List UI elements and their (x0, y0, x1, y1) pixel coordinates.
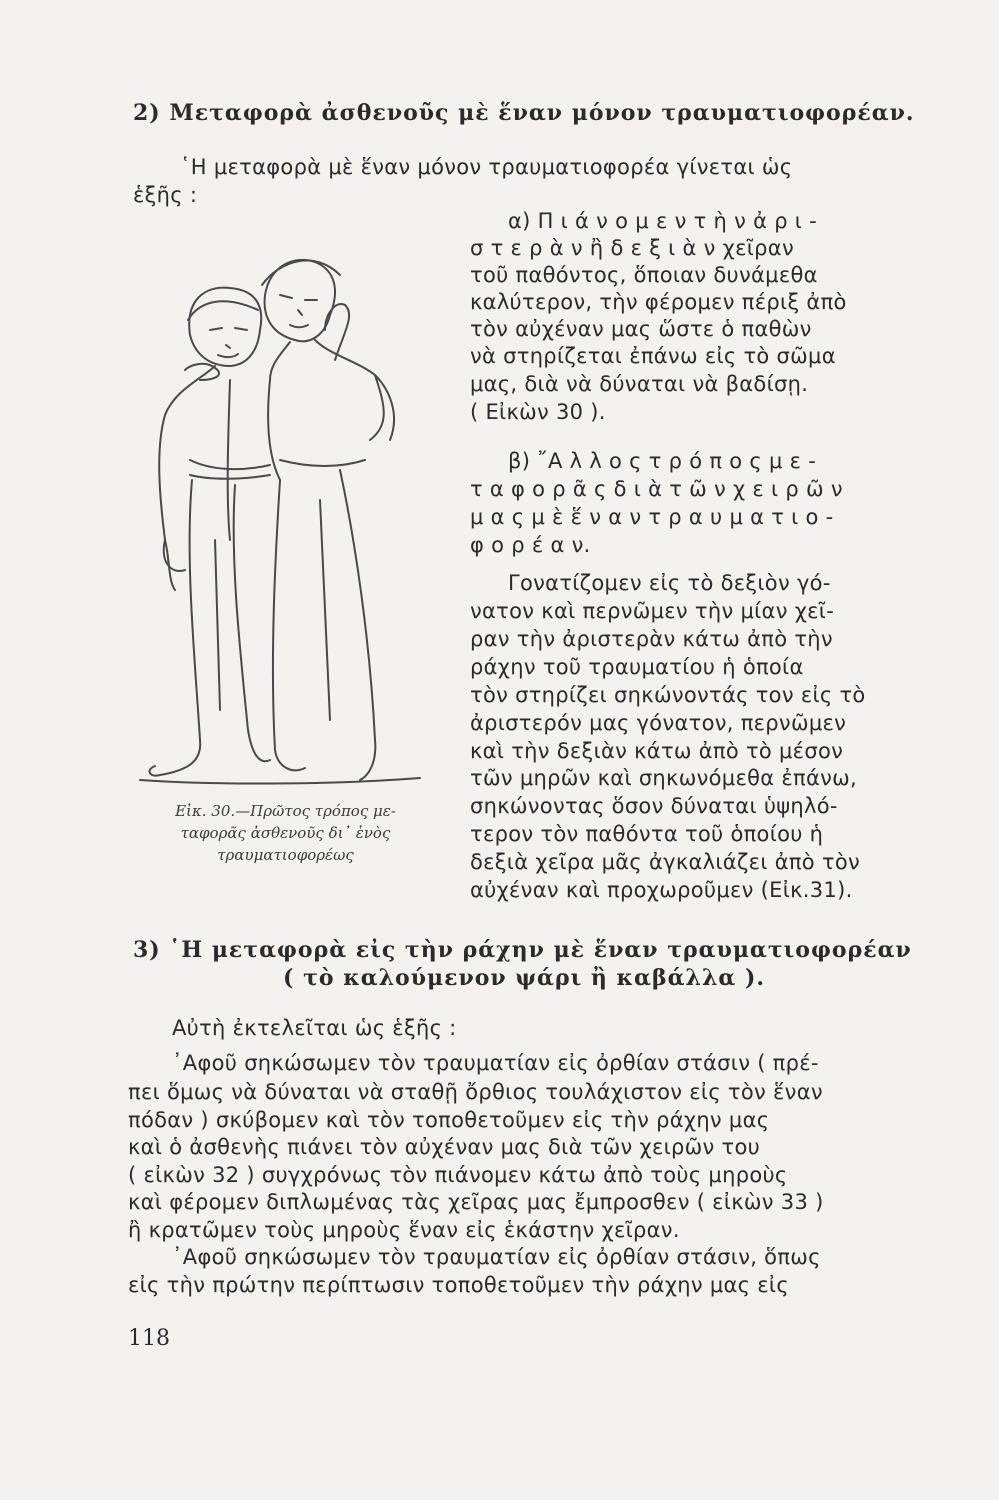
figure-two-men-illustration (130, 240, 430, 800)
section-3-line: ᾿Αφοῦ σηκώσωμεν τὸν τραυματίαν εἰς ὀρθίαν στάσιν ( πρέ- (172, 1051, 819, 1075)
para-b-body-line: δεξιὰ χεῖρα μᾶς ἀγκαλιάζει ἀπὸ τὸν (470, 850, 861, 874)
section-3-line: πει ὅμως νὰ δύναται νὰ σταθῇ ὄρθιος τουλάχιστον εἰς τὸν ἕναν (128, 1080, 823, 1104)
para-a-line: νὰ στηρίζεται ἐπάνω εἰς τὸ σῶμα (470, 344, 836, 368)
section-3-heading: 3) ῾Η μεταφορὰ εἰς τὴν ράχην μὲ ἕναν τραυματιοφορέαν (133, 937, 912, 963)
para-a-line: τοῦ παθόντος, ὅποιαν δυνάμεθα (470, 263, 818, 287)
caption-line: ταφορᾶς ἀσθενοῦς δι᾽ ἑνὸς (180, 824, 391, 842)
intro-line-2: ἑξῆς : (133, 183, 198, 207)
page-number: 118 (128, 1326, 170, 1351)
caption-line: τραυματιοφορέως (217, 846, 354, 864)
para-b-body-line: τὸν στηρίζει σηκώνοντάς τον εἰς τὸ (470, 683, 866, 707)
para-a-line: καλύτερον, τὴν φέρομεν πέριξ ἀπὸ (470, 290, 847, 314)
para-b-title-line: β) ῎Α λ λ ο ς τ ρ ό π ο ς μ ε - (508, 449, 817, 473)
intro-line-1: ῾Η μεταφορὰ μὲ ἕναν μόνον τραυματιοφορέα γίνεται ὡς (180, 155, 793, 179)
para-b-body-line: ράχην τοῦ τραυματίου ἡ ὁποία (470, 655, 804, 679)
para-b-body-line: τερον τὸν παθόντα τοῦ ὁποίου ἡ (470, 822, 824, 846)
para-a-line: α) Π ι ά ν ο μ ε ν τ ὴ ν ἀ ρ ι - (508, 209, 818, 233)
section-3-line: ἢ κρατῶμεν τοὺς μηροὺς ἕναν εἰς ἑκάστην χεῖραν. (128, 1218, 680, 1242)
illustration-sketch (130, 240, 430, 800)
para-b-body-line: ἀριστερόν μας γόνατον, περνῶμεν (470, 711, 847, 735)
section-3-line: καὶ φέρομεν διπλωμένας τὰς χεῖρας μας ἔμπροσθεν ( εἰκὼν 33 ) (128, 1190, 824, 1214)
para-b-title-line: φ ο ρ έ α ν. (470, 533, 591, 557)
para-b-body-line: ραν τὴν ἀριστερὰν κάτω ἀπὸ τὴν (470, 627, 833, 651)
para-b-body-line: καὶ τὴν δεξιὰν κάτω ἀπὸ τὸ μέσον (470, 739, 844, 763)
caption-line: Εἰκ. 30.—Πρῶτος τρόπος με- (175, 802, 396, 820)
para-b-body-line: νατον καὶ περνῶμεν τὴν μίαν χεῖ- (470, 599, 835, 623)
section-3-subheading: ( τὸ καλούμενον ψάρι ἢ καβάλλα ). (283, 965, 766, 991)
para-b-title-line: μ α ς μ ὲ ἕ ν α ν τ ρ α υ μ α τ ι ο - (470, 505, 834, 529)
para-b-body-line: Γονατίζομεν εἰς τὸ δεξιὸν γό- (508, 571, 831, 595)
para-b-body-line: τῶν μηρῶν καὶ σηκωνόμεθα ἐπάνω, (470, 766, 857, 790)
para-a-line: ( Εἰκὼν 30 ). (470, 400, 606, 424)
section-2-heading: 2) Μεταφορὰ ἀσθενοῦς μὲ ἕναν μόνον τραυματιοφορέαν. (133, 100, 915, 126)
section-3-line: ᾿Αφοῦ σηκώσωμεν τὸν τραυματίαν εἰς ὀρθίαν στάσιν, ὅπως (172, 1245, 821, 1269)
section-3-line: πόδαν ) σκύβομεν καὶ τὸν τοποθετοῦμεν εἰς τὴν ράχην μας (128, 1108, 770, 1132)
section-3-line: Αὐτὴ ἐκτελεῖται ὡς ἑξῆς : (172, 1016, 457, 1040)
para-b-body-line: αὐχέναν καὶ προχωροῦμεν (Εἰκ.31). (470, 878, 853, 902)
para-b-title-line: τ α φ ο ρ ᾶ ς δ ι ὰ τ ῶ ν χ ε ι ρ ῶ ν (470, 477, 843, 501)
para-a-line: σ τ ε ρ ὰ ν ἢ δ ε ξ ι ὰ ν χεῖραν (470, 236, 794, 260)
figure-caption (128, 800, 443, 866)
para-a-line: τὸν αὐχέναν μας ὥστε ὁ παθὼν (470, 317, 812, 341)
section-3-line: καὶ ὁ ἀσθενὴς πιάνει τὸν αὐχέναν μας διὰ τῶν χειρῶν του (128, 1135, 761, 1159)
section-3-line: εἰς τὴν πρώτην περίπτωσιν τοποθετοῦμεν τὴν ράχην μας εἰς (128, 1273, 789, 1297)
para-a-line: μας, διὰ νὰ δύναται νὰ βαδίσῃ. (470, 372, 809, 396)
para-b-body-line: σηκώνοντας ὅσον δύναται ὑψηλό- (470, 794, 838, 818)
section-3-line: ( εἰκὼν 32 ) συγχρόνως τὸν πιάνομεν κάτω ἀπὸ τοὺς μηροὺς (128, 1163, 788, 1187)
